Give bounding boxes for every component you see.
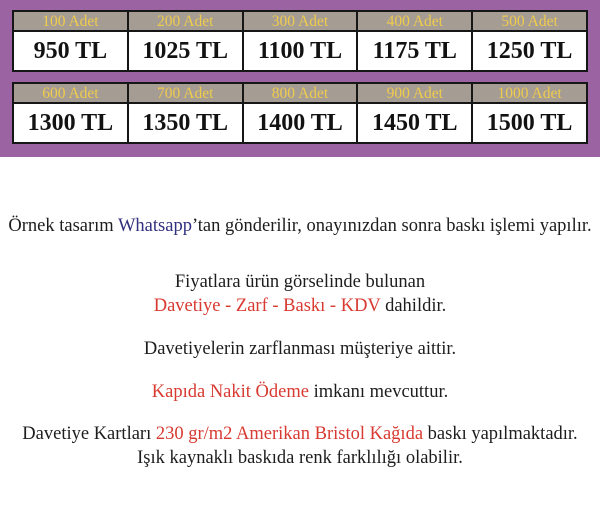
price-cell [244,84,359,142]
quantity-header: 800 Adet [244,84,357,104]
payment-highlight-text: Kapıda Nakit Ödeme [151,382,309,402]
price-value: 1350 TL [142,109,228,136]
quantity-header: 600 Adet [14,84,127,104]
price-banner [0,0,600,157]
note-text: Işık kaynaklı baskıda renk farklılığı olabilir. [137,448,463,468]
quantity-header: 300 Adet [244,12,357,32]
quantity-header: 700 Adet [129,84,242,104]
note-payment [0,380,600,404]
quantity-header: 1000 Adet [473,84,586,104]
price-cell [14,12,129,70]
quantity-header: 500 Adet [473,12,586,32]
quantity-header: 900 Adet [358,84,471,104]
note-sample-design [0,214,600,238]
price-value: 1300 TL [27,109,114,136]
note-text: ’tan gönderilir, onayınızdan sonra baskı işlemi yapılır. [191,216,592,236]
note-text: imkanı mevcuttur. [308,382,449,402]
price-value: 1025 TL [142,37,228,64]
note-price-includes [0,270,600,318]
note-text: baskı yapılmaktadır. [423,424,578,444]
price-value: 1450 TL [371,109,458,136]
price-value: 1400 TL [257,109,343,136]
note-text: Fiyatlara ürün görselinde bulunan [174,272,426,292]
note-paper [0,422,600,470]
quantity-header: 400 Adet [358,12,471,32]
note-text: Örnek tasarım [8,216,118,236]
note-envelope: Davetiyelerin zarflanması müşteriye aittir. [143,339,457,359]
price-value: 1175 TL [372,37,457,64]
note-text: Davetiye Kartları [22,424,156,444]
included-items-text: Davetiye - Zarf - Baskı - KDV [153,296,381,316]
quantity-header: 100 Adet [14,12,127,32]
price-table-1 [12,10,588,72]
price-value: 1500 TL [486,109,573,136]
notes-section [0,214,600,470]
price-table-2 [12,82,588,144]
price-value: 950 TL [33,37,108,64]
price-value: 1250 TL [486,37,573,64]
paper-highlight-text: 230 gr/m2 Amerikan Bristol Kağıda [155,424,424,444]
price-cell [473,84,586,142]
quantity-header: 200 Adet [129,12,242,32]
price-cell [129,84,244,142]
price-value: 1100 TL [257,37,343,64]
price-cell [14,84,129,142]
price-cell [244,12,359,70]
price-cell [473,12,586,70]
whatsapp-brand-text: Whatsapp [117,216,192,236]
price-cell [129,12,244,70]
price-cell [358,12,473,70]
note-text: dahildir. [380,296,447,316]
price-cell [358,84,473,142]
